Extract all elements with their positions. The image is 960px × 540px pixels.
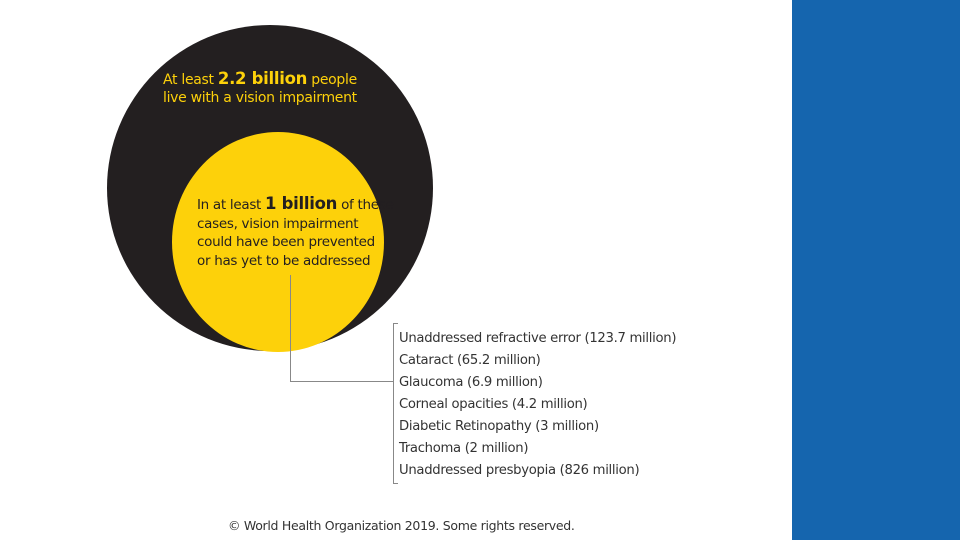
cause-item: Cataract (65.2 million)	[399, 353, 541, 368]
cause-item: Unaddressed presbyopia (826 million)	[399, 463, 640, 478]
label-text: of these	[337, 197, 394, 213]
connector-line	[290, 381, 394, 382]
label-text: people	[307, 72, 357, 88]
bracket-tick	[393, 323, 398, 324]
outer-circle-label	[163, 70, 357, 107]
label-text: cases, vision impairment	[197, 215, 359, 232]
label-text: At least	[163, 72, 218, 88]
bracket	[393, 323, 394, 484]
connector-line	[290, 275, 291, 381]
bracket-tick	[393, 483, 398, 484]
causes-list	[399, 328, 676, 482]
label-text: In at least	[197, 197, 266, 213]
label-text: live with a vision impairment	[163, 90, 357, 106]
label-text: could have been prevented	[197, 234, 375, 250]
label-highlight: 1 billion	[265, 194, 338, 213]
cause-item: Diabetic Retinopathy (3 million)	[399, 419, 599, 434]
side-panel	[792, 0, 960, 540]
cause-item: Corneal opacities (4.2 million)	[399, 397, 588, 412]
label-highlight: 2.2 billion	[217, 69, 308, 88]
label-text: or has yet to be addressed	[197, 252, 371, 269]
inner-circle-label	[197, 195, 393, 270]
copyright-footer: © World Health Organization 2019. Some rights reserved.	[228, 518, 575, 533]
cause-item: Trachoma (2 million)	[399, 441, 529, 456]
cause-item: Unaddressed refractive error (123.7 million)	[399, 331, 677, 346]
cause-item: Glaucoma (6.9 million)	[399, 375, 543, 390]
